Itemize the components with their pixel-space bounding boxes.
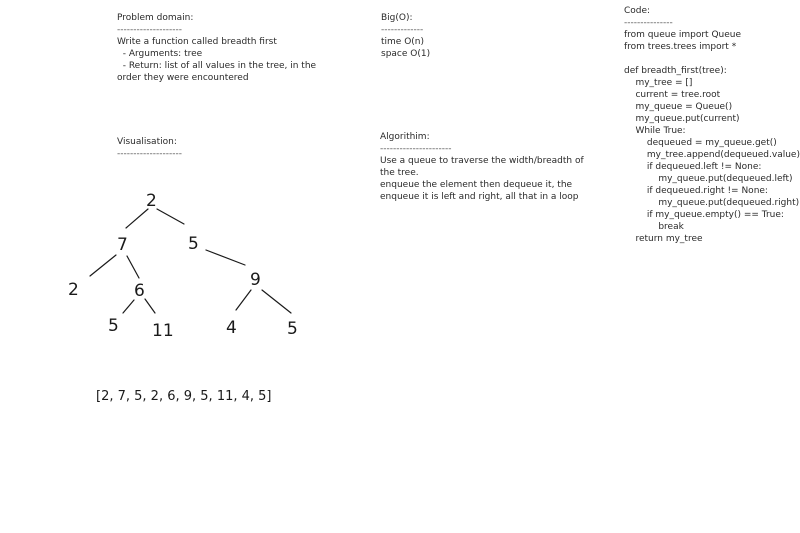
visualisation-heading: Visualisation: [117,137,177,147]
edge-left-leftright [127,256,139,278]
problem-line: - Arguments: tree [117,49,203,59]
code-line: my_tree = [] [624,78,693,88]
edge-left-leftleft [90,255,116,276]
code-line: return my_tree [624,234,703,244]
code-rule: --------------- [624,18,673,28]
big-o-rule: ------------- [381,25,424,35]
edge-right-rightright [206,250,245,265]
algorithm-line: Use a queue to traverse the width/breadth of [380,156,584,166]
node-right-right-left: 4 [226,318,237,338]
code-line: my_tree.append(dequeued.value) [624,150,800,160]
algorithm-line: the tree. [380,168,419,178]
big-o-line: time O(n) [381,37,425,47]
node-right-right: 9 [250,270,261,290]
problem-line: Write a function called breadth first [117,37,277,47]
node-left-right: 6 [134,281,145,301]
code-line: from queue import Queue [624,30,742,40]
node-left-right-right: 11 [152,321,174,341]
problem-domain-heading: Problem domain: [117,13,194,23]
node-left-left: 2 [68,280,79,300]
algorithm-heading: Algorithim: [380,132,430,142]
edge-rightright-left [236,290,251,310]
node-left: 7 [117,235,128,255]
algorithm-rule: ---------------------- [380,144,452,154]
code-line: my_queue = Queue() [624,102,733,112]
code-line: my_queue.put(dequeued.left) [624,174,793,184]
bfs-result-list: [2, 7, 5, 2, 6, 9, 5, 11, 4, 5] [96,389,272,404]
edge-leftright-left [123,300,134,313]
code-line: dequeued = my_queue.get() [624,138,777,148]
code-line: if dequeued.left != None: [624,162,762,172]
visualisation-rule: -------------------- [117,149,182,159]
edge-rightright-right [262,290,291,313]
node-root: 2 [146,191,157,211]
code-heading: Code: [624,6,651,16]
code-line: While True: [624,126,686,136]
edge-root-right [157,209,184,224]
code-line: break [624,222,684,232]
edge-root-left [126,209,148,228]
node-left-right-left: 5 [108,316,119,336]
code-line: if dequeued.right != None: [624,186,768,196]
code-line: if my_queue.empty() == True: [624,210,784,220]
code-line: from trees.trees import * [624,42,737,52]
code-line: current = tree.root [624,90,721,100]
big-o-heading: Big(O): [381,13,413,23]
algorithm-line: enqueue it is left and right, all that in a loop [380,192,579,202]
code-line: my_queue.put(dequeued.right) [624,198,800,208]
algorithm-line: enqueue the element then dequeue it, the [380,180,573,190]
code-line: my_queue.put(current) [624,114,740,124]
edge-leftright-right [145,299,155,313]
code-line: def breadth_first(tree): [624,66,727,76]
node-right-right-right: 5 [287,319,298,339]
big-o-line: space O(1) [381,49,431,59]
problem-line: order they were encountered [117,73,249,83]
problem-line: - Return: list of all values in the tree, in the [117,61,317,71]
problem-domain-rule: -------------------- [117,25,182,35]
node-right: 5 [188,234,199,254]
